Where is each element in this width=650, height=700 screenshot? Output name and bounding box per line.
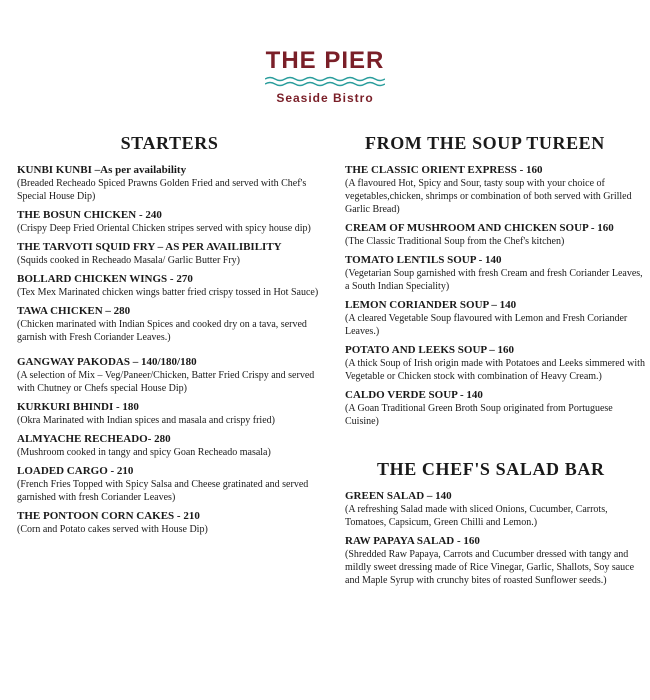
item-name: CREAM OF MUSHROOM AND CHICKEN SOUP - 160 <box>345 222 614 234</box>
item-name: TAWA CHICKEN – 280 <box>17 305 131 317</box>
item-description: (Shredded Raw Papaya, Carrots and Cucumber dressed with tangy and mildly sweet dressing made of Rice Vinegar, Garlic, Shallots, Soy sauce and Maple Syrup with crunchy bites of roasted Sunflower seeds.) <box>345 549 635 586</box>
item-name: LEMON CORIANDER SOUP – 140 <box>345 299 517 311</box>
menu-item <box>17 305 322 344</box>
item-name: POTATO AND LEEKS SOUP – 160 <box>345 344 515 356</box>
item-description: (A Goan Traditional Green Broth Soup originated from Portuguese Cuisine) <box>345 403 613 427</box>
menu-item <box>345 535 645 587</box>
item-description: (The Classic Traditional Soup from the Chef's kitchen) <box>345 236 565 247</box>
item-description: (A flavoured Hot, Spicy and Sour, tasty soup with your choice of vegetables,chicken, shrimps or combination of both served with Grilled Garlic Bread) <box>345 178 632 215</box>
menu-item <box>17 209 322 235</box>
salads-list <box>345 490 645 587</box>
item-description: (Chicken marinated with Indian Spices and cooked dry on a tava, served garnish with Fresh Coriander Leaves.) <box>17 319 307 343</box>
item-name: ALMYACHE RECHEADO- 280 <box>17 433 171 445</box>
item-description: (Tex Mex Marinated chicken wings batter fried crispy tossed in Hot Sauce) <box>17 287 319 298</box>
menu-item <box>17 356 322 395</box>
item-description: (A thick Soup of Irish origin made with Potatoes and Leeks simmered with Vegetable or Chicken stock with combination of Heavy Cream.) <box>345 358 645 382</box>
menu-item <box>345 222 645 248</box>
item-description: (Mushroom cooked in tangy and spicy Goan Recheado masala) <box>17 447 271 458</box>
item-description: (Breaded Recheado Spiced Prawns Golden Fried and served with Chef's Special House Dip) <box>17 178 307 202</box>
item-name: KURKURI BHINDI - 180 <box>17 401 139 413</box>
item-name: THE PONTOON CORN CAKES - 210 <box>17 510 200 522</box>
item-description: (Okra Marinated with Indian spices and masala and crispy fried) <box>17 415 275 426</box>
restaurant-logo <box>0 48 650 105</box>
item-name: GREEN SALAD – 140 <box>345 490 452 502</box>
restaurant-name: THE PIER <box>265 47 385 74</box>
item-description: (Crispy Deep Fried Oriental Chicken stripes served with spicy house dip) <box>17 223 311 234</box>
item-description: (A cleared Vegetable Soup flavoured with Lemon and Fresh Coriander Leaves.) <box>345 313 628 337</box>
soups-heading: FROM THE SOUP TUREEN <box>365 133 605 153</box>
menu-item <box>345 164 645 216</box>
item-name: TOMATO LENTILS SOUP - 140 <box>345 254 502 266</box>
starters-list <box>17 164 322 536</box>
item-name: THE BOSUN CHICKEN - 240 <box>17 209 162 221</box>
item-description: (French Fries Topped with Spicy Salsa and Cheese gratinated and served garnished with fresh Coriander Leaves) <box>17 479 309 503</box>
item-name: BOLLARD CHICKEN WINGS - 270 <box>17 273 193 285</box>
menu-item <box>345 344 645 383</box>
menu-item <box>17 241 322 267</box>
item-name: THE CLASSIC ORIENT EXPRESS - 160 <box>345 164 543 176</box>
item-description: (Corn and Potato cakes served with House Dip) <box>17 524 208 535</box>
item-name: LOADED CARGO - 210 <box>17 465 134 477</box>
menu-item <box>17 510 322 536</box>
starters-heading: STARTERS <box>120 133 219 153</box>
item-description: (A selection of Mix – Veg/Paneer/Chicken, Batter Fried Crispy and served with Chutney or Chefs special House Dip) <box>17 370 315 394</box>
menu-item <box>17 273 322 299</box>
item-name: RAW PAPAYA SALAD - 160 <box>345 535 480 547</box>
starters-column <box>17 132 322 542</box>
menu-item <box>17 433 322 459</box>
menu-item <box>345 299 645 338</box>
item-description: (A refreshing Salad made with sliced Onions, Cucumber, Carrots, Tomatoes, Capsicum, Green Chilli and Lemon.) <box>345 504 608 528</box>
menu-item <box>345 389 645 428</box>
soups-salads-column <box>345 132 645 593</box>
item-name: GANGWAY PAKODAS – 140/180/180 <box>17 356 197 368</box>
waves-icon <box>265 76 385 88</box>
item-name: THE TARVOTI SQUID FRY – AS PER AVAILIBILITY <box>17 241 282 253</box>
menu-item <box>345 490 645 529</box>
restaurant-tagline: Seaside Bistro <box>276 91 374 105</box>
salads-heading: THE CHEF'S SALAD BAR <box>377 459 605 479</box>
item-description: (Squids cooked in Recheado Masala/ Garlic Butter Fry) <box>17 255 240 266</box>
menu-item <box>17 401 322 427</box>
item-name: CALDO VERDE SOUP - 140 <box>345 389 483 401</box>
item-name: KUNBI KUNBI –As per availability <box>17 164 187 176</box>
soups-list <box>345 164 645 428</box>
menu-item <box>17 465 322 504</box>
item-description: (Vegetarian Soup garnished with fresh Cream and fresh Coriander Leaves, a South Indian Speciality) <box>345 268 643 292</box>
menu-item <box>17 164 322 203</box>
menu-item <box>345 254 645 293</box>
